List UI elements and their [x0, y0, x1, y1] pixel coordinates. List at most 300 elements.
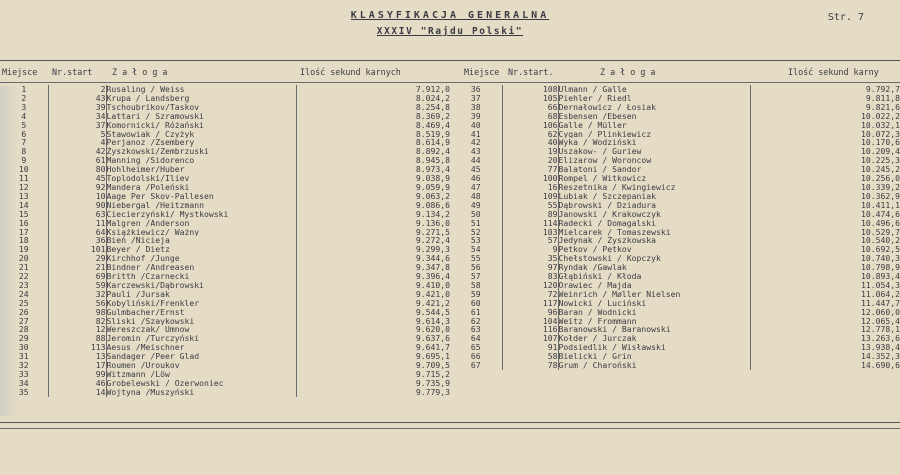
start-number-cell: 10 [48, 192, 106, 201]
start-number-cell: 17 [48, 361, 106, 370]
start-number-cell: 57 [502, 236, 558, 245]
crew-cell: Ulmann / Galle [558, 85, 750, 94]
penalty-seconds-cell: 13.938,4 [750, 343, 900, 352]
start-number-cell: 43 [48, 94, 106, 103]
start-number-cell: 92 [48, 183, 106, 192]
penalty-seconds-cell: 8.892,4 [296, 147, 450, 156]
crew-cell: Cygan / Plinkiewicz [558, 130, 750, 139]
crew-cell: Piehler / Riedl [558, 94, 750, 103]
document-title: KLASYFIKACJA GENERALNA [350, 10, 550, 21]
start-number-cell: 99 [48, 370, 106, 379]
place-cell: 8 [21, 147, 27, 157]
crew-cell: Nowicki / Luciński [558, 299, 750, 308]
penalty-seconds-cell: 14.690,6 [750, 361, 900, 370]
penalty-seconds-cell: 9.811,8 [750, 94, 900, 103]
start-number-cell: 46 [48, 379, 106, 388]
crew-cell: Dernałowicz / Łosiak [558, 103, 750, 112]
penalty-seconds-cell: 9.344,6 [296, 254, 450, 263]
penalty-seconds-cell: 11.447,7 [750, 299, 900, 308]
start-number-cell: 90 [48, 201, 106, 210]
start-number-cell: 13 [48, 352, 106, 361]
place-cell: 54 [470, 245, 481, 255]
place-cell: 42 [470, 138, 481, 148]
penalty-seconds-cell: 9.637,6 [296, 334, 450, 343]
table-row [450, 290, 900, 299]
place-cell: 37 [470, 93, 481, 103]
start-number-cell: 14 [48, 388, 106, 397]
penalty-seconds-cell: 9.063,2 [296, 192, 450, 201]
penalty-seconds-cell: 10.496,6 [750, 219, 900, 228]
crew-cell: Gulmbacher/Ernst [106, 308, 296, 317]
place-cell: 52 [470, 227, 481, 237]
penalty-seconds-cell: 9.779,3 [296, 388, 450, 397]
penalty-seconds-cell: 10.529,7 [750, 228, 900, 237]
crew-cell: Karczewski/Dąbrowski [106, 281, 296, 290]
header-place-left: Miejsce [2, 67, 38, 77]
place-cell: 9 [21, 156, 27, 166]
start-number-cell: 82 [48, 317, 106, 326]
footer-rule-double [0, 428, 900, 429]
start-number-cell: 61 [48, 156, 106, 165]
penalty-seconds-cell: 10.072,3 [750, 130, 900, 139]
start-number-cell: 69 [48, 272, 106, 281]
table-row [0, 370, 450, 379]
table-row [450, 272, 900, 281]
table-row [450, 130, 900, 139]
place-cell: 12 [18, 182, 29, 192]
start-number-cell: 83 [502, 272, 558, 281]
penalty-seconds-cell: 10.170,6 [750, 138, 900, 147]
crew-cell: Mielcarek / Tomaszewski [558, 228, 750, 237]
place-cell: 21 [18, 263, 29, 273]
place-cell: 31 [18, 352, 29, 362]
place-cell: 38 [470, 102, 481, 112]
table-row [0, 103, 450, 112]
crew-cell: Grobelewski / Ozerwoniec [106, 379, 296, 388]
table-row [450, 219, 900, 228]
start-number-cell: 2 [48, 85, 106, 94]
table-row [0, 201, 450, 210]
crew-cell: Galle / Müller [558, 121, 750, 130]
start-number-cell: 59 [48, 281, 106, 290]
start-number-cell: 114 [502, 219, 558, 228]
penalty-seconds-cell: 10.362,9 [750, 192, 900, 201]
table-row [450, 228, 900, 237]
penalty-seconds-cell: 9.421,0 [296, 290, 450, 299]
header-time-right: Ilość sekund karny [788, 67, 879, 77]
place-cell: 35 [18, 387, 29, 397]
place-cell: 50 [470, 209, 481, 219]
start-number-cell: 100 [502, 174, 558, 183]
start-number-cell: 97 [502, 263, 558, 272]
penalty-seconds-cell: 13.263,6 [750, 334, 900, 343]
table-row [0, 263, 450, 272]
place-cell: 59 [470, 289, 481, 299]
place-cell: 41 [470, 129, 481, 139]
table-row [450, 236, 900, 245]
crew-cell: Toplodolski/Iliev [106, 174, 296, 183]
penalty-seconds-cell: 9.396,4 [296, 272, 450, 281]
crew-cell: Hohlheimer/Huber [106, 165, 296, 174]
table-row [450, 299, 900, 308]
crew-cell: Weitz / Frommann [558, 317, 750, 326]
penalty-seconds-cell: 8.945,8 [296, 156, 450, 165]
crew-cell: Esbensen /Ebesen [558, 112, 750, 121]
start-number-cell: 55 [502, 201, 558, 210]
table-row [450, 308, 900, 317]
crew-cell: Radecki / Domagalski [558, 219, 750, 228]
penalty-seconds-cell: 9.641,7 [296, 343, 450, 352]
start-number-cell: 56 [48, 299, 106, 308]
penalty-seconds-cell: 9.709,5 [296, 361, 450, 370]
table-row [0, 183, 450, 192]
table-row [450, 156, 900, 165]
penalty-seconds-cell: 9.299,3 [296, 245, 450, 254]
start-number-cell: 108 [502, 85, 558, 94]
place-cell: 43 [470, 147, 481, 157]
table-row [450, 317, 900, 326]
penalty-seconds-cell: 10.339,2 [750, 183, 900, 192]
penalty-seconds-cell: 9.134,2 [296, 210, 450, 219]
penalty-seconds-cell: 10.256,0 [750, 174, 900, 183]
start-number-cell: 120 [502, 281, 558, 290]
crew-cell: Elizarow / Woroncow [558, 156, 750, 165]
place-cell: 15 [18, 209, 29, 219]
start-number-cell: 36 [48, 236, 106, 245]
table-row [0, 317, 450, 326]
place-cell: 11 [18, 174, 29, 183]
crew-cell: Balatoni / Sandor [558, 165, 750, 174]
table-row [0, 379, 450, 388]
start-number-cell: 4 [48, 138, 106, 147]
table-row [0, 334, 450, 343]
start-number-cell: 107 [502, 334, 558, 343]
table-row [450, 361, 900, 370]
table-row [0, 210, 450, 219]
place-cell: 10 [18, 165, 29, 175]
table-row [0, 174, 450, 183]
start-number-cell: 77 [502, 165, 558, 174]
crew-cell: Chełstowski / Kopczyk [558, 254, 750, 263]
place-cell: 48 [470, 191, 481, 201]
penalty-seconds-cell: 8.973,4 [296, 165, 450, 174]
penalty-seconds-cell: 8.614,9 [296, 138, 450, 147]
place-cell: 63 [470, 325, 481, 335]
penalty-seconds-cell: 10.893,4 [750, 272, 900, 281]
start-number-cell: 88 [48, 334, 106, 343]
penalty-seconds-cell: 7.912,0 [296, 85, 450, 94]
crew-cell: Wereszczak/ Umnow [106, 325, 296, 334]
penalty-seconds-cell: 10.032,1 [750, 121, 900, 130]
penalty-seconds-cell: 10.540,2 [750, 236, 900, 245]
header-rule-top [0, 60, 900, 61]
start-number-cell: 113 [48, 343, 106, 352]
crew-cell: Rompel / Witkowicz [558, 174, 750, 183]
table-row [450, 192, 900, 201]
start-number-cell: 64 [48, 228, 106, 237]
crew-cell: Dąbrowski / Dziadura [558, 201, 750, 210]
start-number-cell: 117 [502, 299, 558, 308]
start-number-cell: 98 [48, 308, 106, 317]
table-row [0, 290, 450, 299]
crew-cell: Głąbiński / Kłoda [558, 272, 750, 281]
table-row [0, 156, 450, 165]
table-row [450, 343, 900, 352]
place-cell: 16 [18, 218, 29, 228]
table-row [0, 299, 450, 308]
penalty-seconds-cell: 10.225,3 [750, 156, 900, 165]
crew-cell: Ryndak /Gawlak [558, 263, 750, 272]
place-cell: 40 [470, 120, 481, 130]
penalty-seconds-cell: 10.798,9 [750, 263, 900, 272]
penalty-seconds-cell: 9.614,3 [296, 317, 450, 326]
crew-cell: Wyka / Wodziński [558, 138, 750, 147]
penalty-seconds-cell: 11.064,2 [750, 290, 900, 299]
crew-cell: Komornicki/ Różański [106, 121, 296, 130]
place-cell: 17 [18, 227, 29, 237]
table-row [0, 192, 450, 201]
crew-cell: Lattari / Szramowski [106, 112, 296, 121]
table-row [450, 165, 900, 174]
start-number-cell: 104 [502, 317, 558, 326]
place-cell: 32 [18, 361, 29, 370]
crew-cell: Roumen /Uroukov [106, 361, 296, 370]
table-row [0, 281, 450, 290]
place-cell: 58 [470, 280, 481, 290]
penalty-seconds-cell: 9.059,9 [296, 183, 450, 192]
start-number-cell: 78 [502, 361, 558, 370]
crew-cell: Lubiak / Szczepaniak [558, 192, 750, 201]
crew-cell: Aesus /Meischner [106, 343, 296, 352]
place-cell: 27 [18, 316, 29, 326]
place-cell: 39 [470, 111, 481, 121]
place-cell: 1 [21, 85, 27, 94]
start-number-cell: 16 [502, 183, 558, 192]
crew-cell: Bindner /Andreasen [106, 263, 296, 272]
start-number-cell: 62 [502, 130, 558, 139]
start-number-cell: 58 [502, 352, 558, 361]
table-row [450, 210, 900, 219]
results-table-right [450, 85, 900, 370]
crew-cell: Baranowski / Baranowski [558, 325, 750, 334]
start-number-cell: 34 [48, 112, 106, 121]
crew-cell: Aage Per Skov-Pallesen [106, 192, 296, 201]
table-row [0, 121, 450, 130]
penalty-seconds-cell: 9.421,2 [296, 299, 450, 308]
penalty-seconds-cell: 9.272,4 [296, 236, 450, 245]
place-cell: 5 [21, 120, 27, 130]
start-number-cell: 91 [502, 343, 558, 352]
penalty-seconds-cell: 9.347,8 [296, 263, 450, 272]
table-row [450, 325, 900, 334]
start-number-cell: 11 [48, 219, 106, 228]
place-cell: 61 [470, 307, 481, 317]
place-cell: 6 [21, 129, 27, 139]
table-row [0, 388, 450, 397]
penalty-seconds-cell: 9.544,5 [296, 308, 450, 317]
crew-cell: Ciecierzyński/ Mystkowski [106, 210, 296, 219]
place-cell: 13 [18, 191, 29, 201]
table-row [450, 121, 900, 130]
crew-cell: Wojtyna /Muszyński [106, 388, 296, 397]
header-crew-left: Z a ł o g a [112, 67, 168, 77]
crew-cell: Manning /Sidorenco [106, 156, 296, 165]
crew-cell: Krupa / Landsberg [106, 94, 296, 103]
penalty-seconds-cell: 8.254,8 [296, 103, 450, 112]
start-number-cell: 32 [48, 290, 106, 299]
crew-cell: Sliski /Szaykowski [106, 317, 296, 326]
place-cell: 14 [18, 200, 29, 210]
crew-cell: Mandera /Poleński [106, 183, 296, 192]
start-number-cell: 105 [502, 94, 558, 103]
penalty-seconds-cell: 9.695,1 [296, 352, 450, 361]
crew-cell: Orawiec / Majda [558, 281, 750, 290]
place-cell: 46 [470, 174, 481, 183]
crew-cell: Grum / Charoński [558, 361, 750, 370]
table-row [0, 112, 450, 121]
crew-cell: Niebergal /Heitzmann [106, 201, 296, 210]
start-number-cell: 5 [48, 130, 106, 139]
place-cell: 57 [470, 272, 481, 281]
table-row [0, 94, 450, 103]
crew-cell: Książkiewicz/ Ważny [106, 228, 296, 237]
header-time-left: Ilość sekund karnych [300, 67, 401, 77]
crew-cell: Reszetnika / Kwingiewicz [558, 183, 750, 192]
place-cell: 67 [470, 361, 481, 370]
penalty-seconds-cell: 9.136,0 [296, 219, 450, 228]
table-row [450, 183, 900, 192]
start-number-cell: 101 [48, 245, 106, 254]
table-row [450, 201, 900, 210]
place-cell: 47 [470, 182, 481, 192]
crew-cell: Petkov / Petkov [558, 245, 750, 254]
penalty-seconds-cell: 12.065,4 [750, 317, 900, 326]
table-row [450, 352, 900, 361]
place-cell: 55 [470, 254, 481, 264]
header-start-right: Nr.start. [508, 67, 554, 77]
penalty-seconds-cell: 9.410,0 [296, 281, 450, 290]
crew-cell: Kirchhof /Junge [106, 254, 296, 263]
penalty-seconds-cell: 10.022,2 [750, 112, 900, 121]
place-cell: 20 [18, 254, 29, 264]
penalty-seconds-cell: 8.369,2 [296, 112, 450, 121]
table-row [0, 130, 450, 139]
table-row [0, 352, 450, 361]
start-number-cell: 106 [502, 121, 558, 130]
place-cell: 62 [470, 316, 481, 326]
start-number-cell: 12 [48, 325, 106, 334]
penalty-seconds-cell: 8.469,4 [296, 121, 450, 130]
place-cell: 25 [18, 298, 29, 308]
crew-cell: Perjanoz /Zsembery [106, 138, 296, 147]
place-cell: 28 [18, 325, 29, 335]
place-cell: 45 [470, 165, 481, 175]
start-number-cell: 37 [48, 121, 106, 130]
start-number-cell: 29 [48, 254, 106, 263]
table-row [0, 85, 450, 94]
crew-cell: Janowski / Krakowczyk [558, 210, 750, 219]
penalty-seconds-cell: 12.060,0 [750, 308, 900, 317]
start-number-cell: 39 [48, 103, 106, 112]
place-cell: 44 [470, 156, 481, 166]
start-number-cell: 45 [48, 174, 106, 183]
start-number-cell: 21 [48, 263, 106, 272]
table-row [450, 254, 900, 263]
place-cell: 24 [18, 289, 29, 299]
place-cell: 2 [21, 93, 27, 103]
start-number-cell: 103 [502, 228, 558, 237]
table-row [450, 85, 900, 94]
table-row [0, 325, 450, 334]
place-cell: 56 [470, 263, 481, 273]
header-start-left: Nr.start [52, 67, 93, 77]
place-cell: 7 [21, 138, 27, 148]
place-cell: 51 [470, 218, 481, 228]
start-number-cell: 89 [502, 210, 558, 219]
crew-cell: Kobyliński/Frenkler [106, 299, 296, 308]
place-cell: 65 [470, 343, 481, 353]
table-row [0, 361, 450, 370]
crew-cell: Britth /Czarnecki [106, 272, 296, 281]
place-cell: 4 [21, 111, 27, 121]
crew-cell: Kołder / Jurczak [558, 334, 750, 343]
crew-cell: Pauli /Jursak [106, 290, 296, 299]
crew-cell: Witzmann /Löw [106, 370, 296, 379]
table-row [450, 138, 900, 147]
table-row [0, 343, 450, 352]
place-cell: 34 [18, 378, 29, 388]
place-cell: 60 [470, 298, 481, 308]
penalty-seconds-cell: 9.038,9 [296, 174, 450, 183]
crew-cell: Jeromin /Turczyński [106, 334, 296, 343]
penalty-seconds-cell: 12.778,1 [750, 325, 900, 334]
table-row [450, 334, 900, 343]
penalty-seconds-cell: 9.792,7 [750, 85, 900, 94]
page-number: Str. 7 [827, 12, 864, 23]
table-row [450, 147, 900, 156]
crew-cell: Baran / Wodnicki [558, 308, 750, 317]
start-number-cell: 35 [502, 254, 558, 263]
penalty-seconds-cell: 9.735,9 [296, 379, 450, 388]
crew-cell: Uszakow- / Guriew [558, 147, 750, 156]
crew-cell: Jedynak / Żyszkowska [558, 236, 750, 245]
crew-cell: Stawowiak / Czyżyk [106, 130, 296, 139]
place-cell: 29 [18, 334, 29, 344]
table-row [0, 147, 450, 156]
penalty-seconds-cell: 8.519,9 [296, 130, 450, 139]
start-number-cell: 9 [502, 245, 558, 254]
footer-rule [0, 422, 900, 423]
place-cell: 64 [470, 334, 481, 344]
penalty-seconds-cell: 11.054,3 [750, 281, 900, 290]
crew-cell: Bielicki / Grin [558, 352, 750, 361]
place-cell: 3 [21, 102, 27, 112]
place-cell: 30 [18, 343, 29, 353]
crew-cell: Beyer / Dietz [106, 245, 296, 254]
start-number-cell: 68 [502, 112, 558, 121]
crew-cell: Żyszkowski/Zembrzuski [106, 147, 296, 156]
start-number-cell: 63 [48, 210, 106, 219]
place-cell: 33 [18, 370, 29, 379]
penalty-seconds-cell: 10.245,2 [750, 165, 900, 174]
crew-cell: Bień /Niciejа [106, 236, 296, 245]
crew-cell: Tschoubrikov/Taskov [106, 103, 296, 112]
place-cell: 22 [18, 272, 29, 281]
table-row [450, 103, 900, 112]
penalty-seconds-cell: 9.086,6 [296, 201, 450, 210]
document-subtitle: XXXIV "Rajdu Polski" [376, 26, 524, 37]
crew-cell: Malgren /Anderson [106, 219, 296, 228]
